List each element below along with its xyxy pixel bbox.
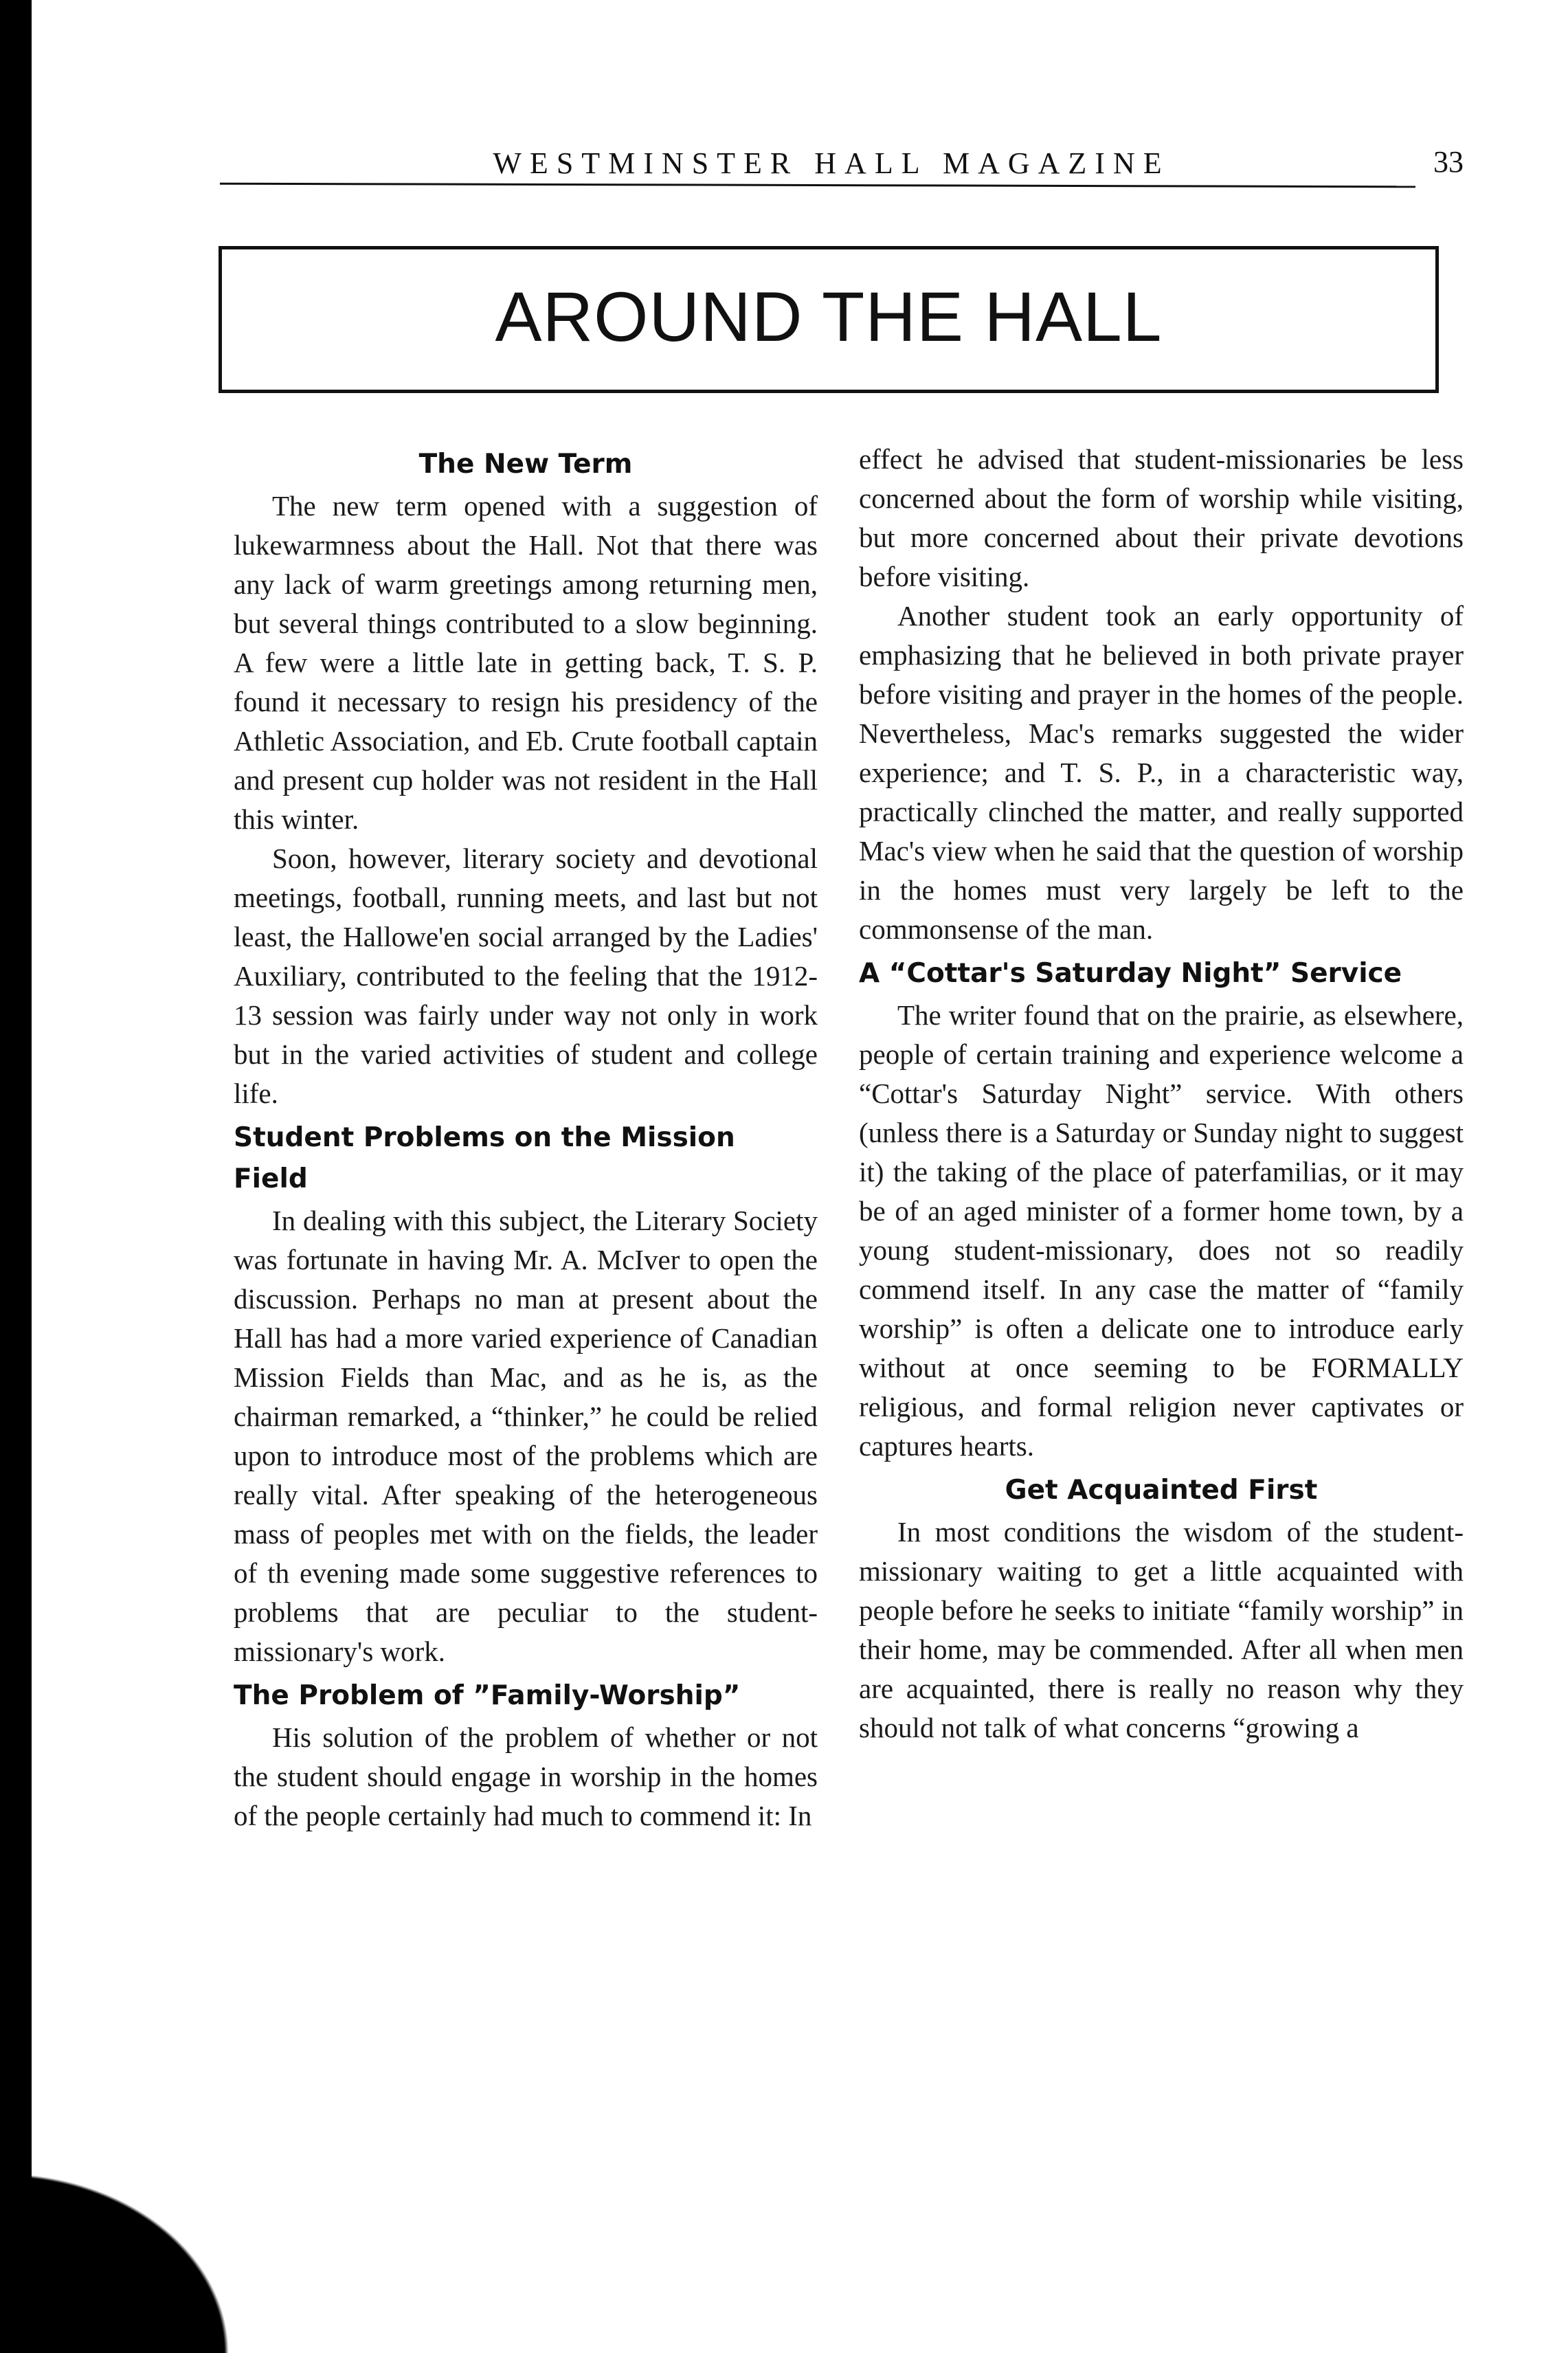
paragraph-continuation: effect he advised that student-missionaries be less concerned about the form of worship while visiting, but more concerned about their private devotions before visiting. [859,443,1464,592]
heading-family-worship: The Problem of ”Family-Worship” [234,1680,741,1711]
section-banner [219,246,1439,393]
paragraph: Soon, however, literary society and devotional meetings, football, running meets, and last but not least, the Hallowe'en social arranged by the Ladies' Auxiliary, contributed to the feeling that the 1912-13 session was fairly under way not only in work but in the varied activities of student and college life. [234,843,818,1109]
page-number: 33 [1433,145,1464,179]
running-head: WESTMINSTER HALL MAGAZINE [493,146,1170,180]
heading-new-term: The New Term [418,449,633,480]
paragraph: Another student took an early opportunity of emphasizing that he believed in both private prayer before visiting and prayer in the homes of the people. Nevertheless, Mac's remarks suggested the wider experience; and T. S. P., in a characteristic way, practically clinched the matter, and really supported Mac's view when he said that the question of worship in the homes must very largely be left to the commonsense of the man. [859,600,1464,945]
page-corner-shadow [0,2126,289,2353]
paragraph: The new term opened with a suggestion of lukewarmness about the Hall. Not that there was any lack of warm greetings among returning men, but several things contributed to a slow beginning. A few were a little late in getting back, T. S. P. found it necessary to resign his presidency of the Athletic Association, and Eb. Crute football captain and present cup holder was not resident in the Hall this winter. [234,490,818,835]
heading-get-acquainted: Get Acquainted First [1005,1475,1318,1506]
paragraph: In most conditions the wisdom of the student-missionary waiting to get a little acquainted with people before he seeks to initiate “family worship” in their home, may be commended. After all when men are acquainted, there is really no reason why they should not talk of what concerns “growing a [859,1516,1464,1743]
heading-cottars-saturday-night: A “Cottar's Saturday Night” Service [859,958,1402,989]
page-spine-shadow [0,0,32,2353]
section-title: AROUND THE HALL [495,278,1163,356]
left-column [234,440,818,1836]
paragraph: The writer found that on the prairie, as elsewhere, people of certain training and experience welcome a “Cottar's Saturday Night” service. With others (unless there is a Saturday or Sunday night to suggest it) the taking of the place of paterfamilias, or it may be of an aged minister of a former home town, by a young student-missionary, does not so readily commend itself. In any case the matter of “family worship” is often a delicate one to introduce early without at once seeming to be FORMALLY religious, and formal religion never captivates or captures hearts. [859,999,1464,1462]
paragraph: His solution of the problem of whether or not the student should engage in worship in the homes of the people certainly had much to commend it: In [234,1721,818,1831]
header-rule [220,183,1415,188]
heading-student-problems: Student Problems on the Mission Field [234,1122,735,1194]
right-column [859,440,1464,1748]
paragraph: In dealing with this subject, the Literary Society was fortunate in having Mr. A. McIver to open the discussion. Perhaps no man at present about the Hall has had a more varied experience of Canadian Mission Fields than Mac, and as he is, as the chairman remarked, a “thinker,” he could be relied upon to introduce most of the problems which are really vital. After speaking of the heterogeneous mass of peoples met with on the fields, the leader of th evening made some suggestive references to problems that are peculiar to the student-missionary's work. [234,1205,818,1667]
